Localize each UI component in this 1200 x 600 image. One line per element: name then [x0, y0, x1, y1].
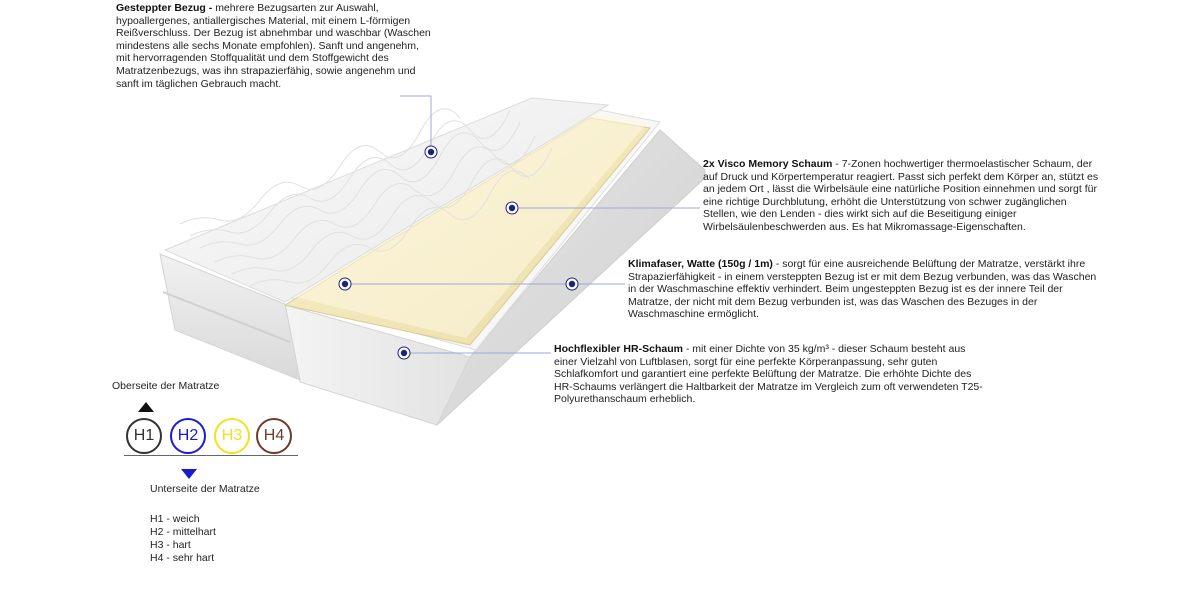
marker-hr	[398, 347, 410, 359]
firmness-item: H3 - hart	[150, 539, 191, 551]
arrow-down-icon	[181, 469, 197, 479]
firmness-list	[150, 513, 216, 565]
firmness-circle-h1: H1	[126, 418, 162, 454]
annotation-hr-text: - mit einer Dichte von 35 kg/m³ - dieser Schaum besteht aus einer Vielzahl von Luftblasen, sorgt für eine perfekte Körperanpassung, sehr guten Schlafkomfort und garantiert eine perfekte Belüftung der Matratze. Die erhöhte Dichte des HR-Schaums verlängert die Haltbarkeit der Matratze im Vergleich zum oft verwendeten T25-Polyurethanschaum erheblich.	[554, 343, 983, 406]
marker-klima-right	[566, 278, 578, 290]
annotation-hr-title: Hochflexibler HR-Schaum	[554, 343, 683, 355]
annotation-visco-title: 2x Visco Memory Schaum	[703, 158, 833, 170]
arrow-up-icon	[138, 402, 154, 412]
legend-bottom-label: Unterseite der Matratze	[150, 483, 260, 495]
firmness-item: H4 - sehr hart	[150, 552, 215, 564]
marker-cover	[425, 146, 437, 158]
annotation-cover-text: mehrere Bezugsarten zur Auswahl, hypoallergenes, antiallergisches Material, mit einem L-förmigen Reißverschluss. Der Bezug ist abnehmbar und waschbar (Waschen mindestens alle sechs Monate empfohlen). Sanft und angenehm, mit hervorragenden Stoffqualität und dem Stoffgewicht des Matratzenbezugs, was ihn strapazierfähig, sowie angenehm und sanft im täglichen Gebrauch macht.	[116, 2, 431, 90]
firmness-item: H2 - mittelhart	[150, 526, 216, 538]
firmness-circle-h4: H4	[256, 418, 292, 454]
annotation-klima-text: - sorgt für eine ausreichende Belüftung der Matratze, verstärkt ihre Strapazierfähigkeit - in einem versteppten Bezug ist er mit dem Bezug verbunden, was das Waschen in der Waschmaschine effektiv verhindert. Beim ungesteppten Bezug ist es der innere Teil der Matratze, der nicht mit dem Bezug verbunden ist, was das Waschen des Bezuges in der Waschmaschine ermöglicht.	[628, 258, 1097, 321]
marker-klima-left	[339, 278, 351, 290]
firmness-circle-h2: H2	[170, 418, 206, 454]
annotation-cover-title: Gesteppter Bezug -	[116, 2, 216, 14]
firmness-item: H1 - weich	[150, 513, 200, 525]
annotation-cover	[116, 2, 434, 90]
legend-divider	[124, 455, 298, 456]
firmness-circle-h3: H3	[214, 418, 250, 454]
legend-top-label: Oberseite der Matratze	[112, 380, 220, 392]
annotation-klima	[628, 258, 1106, 321]
annotation-visco	[703, 158, 1103, 234]
annotation-hr	[554, 343, 986, 406]
marker-visco	[506, 202, 518, 214]
annotation-klima-title: Klimafaser, Watte (150g / 1m)	[628, 258, 773, 270]
annotation-visco-text: - 7-Zonen hochwertiger thermoelastischer Schaum, der auf Druck und Körpertemperatur reagiert. Passt sich perfekt dem Körper an, stützt es an jedem Ort , lässt die Wirbelsäule eine natürliche Position einnehmen und sorgt für eine richtige Durchblutung, erhöht die Unterstützung von schwer zugänglichen Stellen, wie den Lenden - dies wirkt sich auf die Beseitigung einiger Wirbelsäulenbeschwerden aus. Es hat Mikromassage-Eigenschaften.	[703, 158, 1099, 233]
